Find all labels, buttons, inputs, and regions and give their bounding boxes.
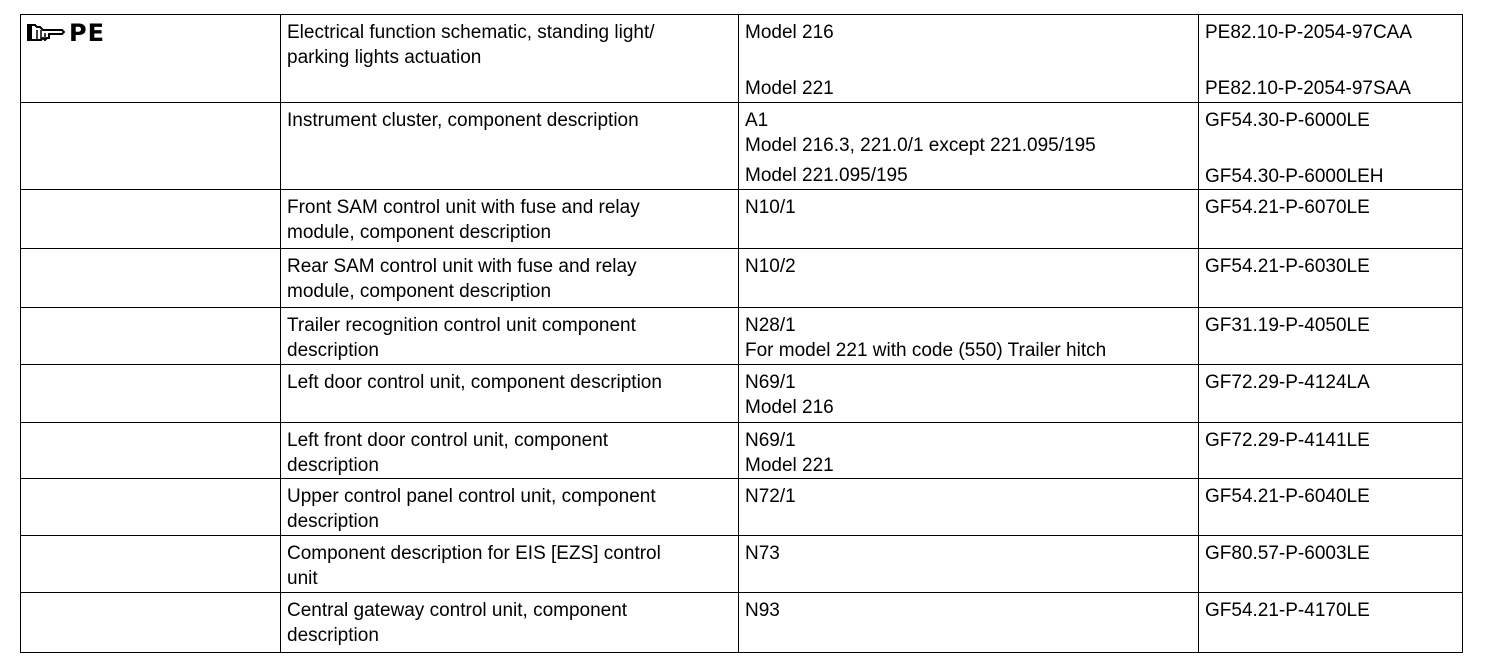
info-cell: [739, 365, 1199, 423]
description-text: Left door control unit, component description: [287, 372, 662, 393]
table-row: [21, 536, 1463, 593]
info-text: Model 216: [745, 22, 834, 43]
marker-cell: [21, 536, 281, 593]
reference-cell: [1199, 423, 1463, 479]
marker-cell: [21, 423, 281, 479]
reference-link[interactable]: GF31.19-P-4050LE: [1205, 315, 1370, 336]
info-cell: [739, 190, 1199, 249]
description-text: Trailer recognition control unit component: [287, 315, 636, 336]
description-text: description: [287, 340, 379, 361]
reference-link[interactable]: GF72.29-P-4141LE: [1205, 430, 1370, 451]
table-row: [21, 308, 1463, 365]
marker-cell: [21, 190, 281, 249]
pe-marker: [25, 19, 274, 47]
info-cell: [739, 593, 1199, 653]
reference-cell: [1199, 536, 1463, 593]
table-row: [21, 593, 1463, 653]
info-text: Model 216.3, 221.0/1 except 221.095/195: [745, 135, 1096, 156]
marker-cell: [21, 308, 281, 365]
info-text: Model 221: [745, 455, 834, 476]
info-cell: [739, 536, 1199, 593]
info-cell: [739, 479, 1199, 536]
table-row: [21, 249, 1463, 308]
info-text: Model 216: [745, 397, 834, 418]
reference-cell: [1199, 365, 1463, 423]
reference-table: [20, 14, 1463, 653]
description-cell: [281, 536, 739, 593]
description-text: Left front door control unit, component: [287, 430, 609, 451]
marker-cell: [21, 479, 281, 536]
description-text: parking lights actuation: [287, 47, 482, 68]
description-cell: [281, 423, 739, 479]
info-cell: [739, 423, 1199, 479]
info-cell: [739, 249, 1199, 308]
description-text: Rear SAM control unit with fuse and relay: [287, 256, 637, 277]
reference-link[interactable]: GF72.29-P-4124LA: [1205, 372, 1370, 393]
pe-label: PE: [69, 19, 105, 47]
reference-link[interactable]: GF54.30-P-6000LE: [1205, 110, 1370, 131]
description-text: Central gateway control unit, component: [287, 600, 628, 621]
reference-link[interactable]: GF54.21-P-6040LE: [1205, 486, 1370, 507]
pointing-hand-icon: [25, 21, 65, 45]
reference-link[interactable]: GF54.21-P-6030LE: [1205, 256, 1370, 277]
reference-link[interactable]: PE82.10-P-2054-97CAA: [1205, 22, 1413, 43]
reference-cell: [1199, 103, 1463, 190]
marker-cell: [21, 593, 281, 653]
reference-link[interactable]: GF80.57-P-6003LE: [1205, 543, 1370, 564]
table-row: [21, 365, 1463, 423]
description-text: description: [287, 455, 379, 476]
info-text: N72/1: [745, 486, 796, 507]
reference-cell: [1199, 249, 1463, 308]
info-cell: [739, 308, 1199, 365]
description-cell: [281, 103, 739, 190]
description-text: Electrical function schematic, standing light/: [287, 22, 655, 43]
info-cell: [739, 103, 1199, 190]
description-text: Component description for EIS [EZS] control: [287, 543, 661, 564]
table-row: [21, 190, 1463, 249]
table-row: [21, 423, 1463, 479]
table-row: [21, 479, 1463, 536]
description-text: description: [287, 511, 379, 532]
info-text: N73: [745, 543, 780, 564]
description-text: module, component description: [287, 222, 552, 243]
description-text: Front SAM control unit with fuse and relay: [287, 197, 640, 218]
table-row: [21, 103, 1463, 190]
description-text: Upper control panel control unit, component: [287, 486, 656, 507]
info-text: Model 221: [745, 78, 834, 99]
marker-cell: [21, 365, 281, 423]
reference-cell: [1199, 190, 1463, 249]
marker-cell: [21, 103, 281, 190]
info-text: Model 221.095/195: [745, 165, 908, 186]
info-text: For model 221 with code (550) Trailer hitch: [745, 340, 1107, 361]
reference-link[interactable]: GF54.21-P-6070LE: [1205, 197, 1370, 218]
reference-cell: [1199, 308, 1463, 365]
info-text: N69/1: [745, 430, 796, 451]
description-text: description: [287, 625, 379, 646]
description-text: Instrument cluster, component description: [287, 110, 639, 131]
marker-cell: [21, 249, 281, 308]
info-text: A1: [745, 110, 769, 131]
reference-link[interactable]: PE82.10-P-2054-97SAA: [1205, 78, 1411, 99]
description-cell: [281, 365, 739, 423]
info-cell: [739, 15, 1199, 103]
info-text: N10/1: [745, 197, 796, 218]
reference-cell: [1199, 479, 1463, 536]
info-text: N69/1: [745, 372, 796, 393]
description-cell: [281, 190, 739, 249]
info-text: N93: [745, 600, 780, 621]
description-cell: [281, 479, 739, 536]
description-cell: [281, 308, 739, 365]
description-text: unit: [287, 568, 318, 589]
description-cell: [281, 249, 739, 308]
reference-cell: [1199, 593, 1463, 653]
description-cell: [281, 593, 739, 653]
description-text: module, component description: [287, 281, 552, 302]
info-text: N28/1: [745, 315, 796, 336]
reference-link[interactable]: GF54.30-P-6000LEH: [1205, 166, 1384, 187]
table-row: [21, 15, 1463, 103]
marker-cell: [21, 15, 281, 103]
description-cell: [281, 15, 739, 103]
info-text: N10/2: [745, 256, 796, 277]
reference-link[interactable]: GF54.21-P-4170LE: [1205, 600, 1370, 621]
reference-cell: [1199, 15, 1463, 103]
